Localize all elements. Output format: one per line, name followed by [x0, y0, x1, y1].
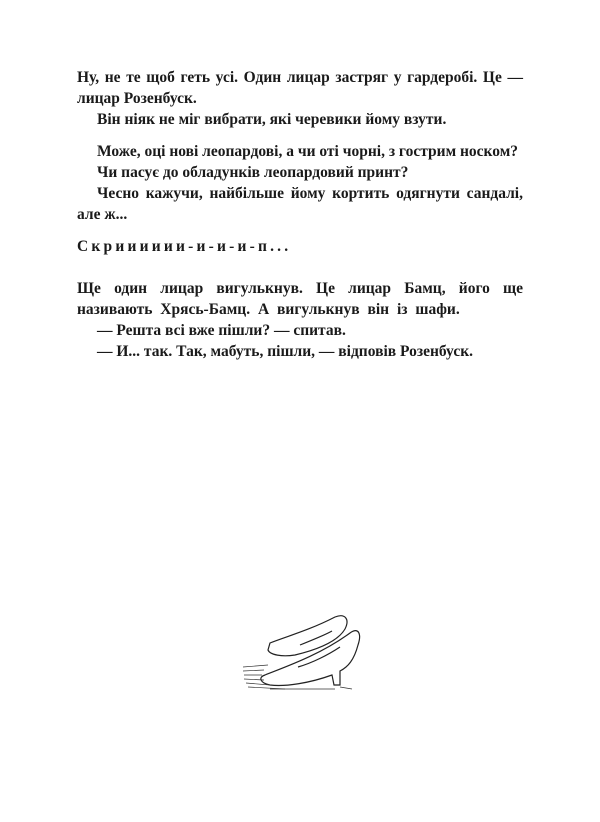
paragraph: Ще один лицар вигулькнув. Це лицар Бамц, його ще називають Хрясь-Бамц. А вигулькнув він із шафи.	[77, 280, 523, 318]
dialogue-line: — И... так. Так, мабуть, пішли, — відповів Розенбуск.	[97, 343, 474, 360]
paragraph: Чи пасує до обладунків леопардовий принт?	[97, 164, 409, 181]
paragraph: Чесно кажучи, найбільше йому кортить одягнути сандалі, але ж...	[77, 185, 523, 223]
paragraph: Може, оці нові леопардові, а чи оті чорні, з гострим носком?	[97, 143, 519, 160]
paragraph: Він ніяк не міг вибрати, які черевики йому взути.	[97, 111, 447, 128]
paragraph: Ну, не те щоб геть усі. Один лицар застряг у гардеробі. Це — лицар Розенбуск.	[77, 69, 523, 107]
sound-effect: Скрииииии-и-и-и-п...	[77, 238, 292, 255]
dialogue-line: — Решта всі вже пішли? — спитав.	[97, 322, 346, 339]
text-block	[77, 67, 523, 362]
shoes-illustration	[240, 605, 365, 695]
